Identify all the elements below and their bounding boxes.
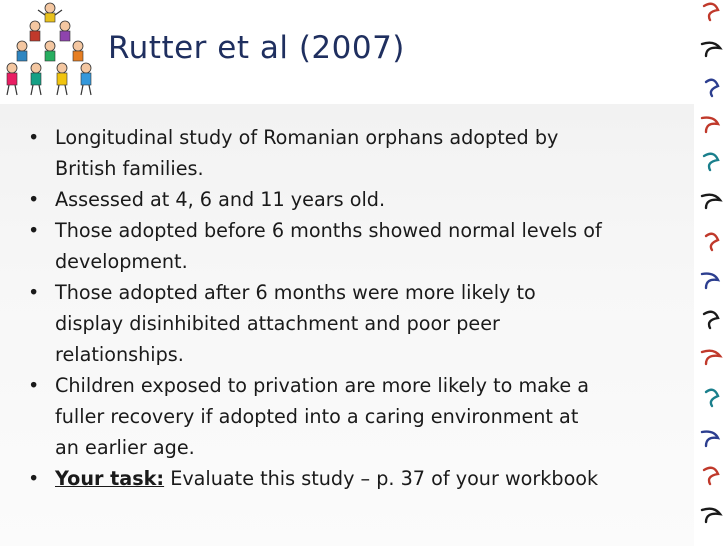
slide-title: Rutter et al (2007) (108, 30, 405, 66)
decorative-squiggle-border-icon (694, 0, 728, 546)
bullet-item (28, 215, 698, 277)
bullet-symbol: • (28, 467, 40, 490)
bullet-symbol: • (28, 219, 40, 242)
task-line (55, 463, 698, 494)
bullet-symbol: • (28, 374, 40, 397)
bullet-line: British families. (55, 157, 204, 180)
bullet-line: Assessed at 4, 6 and 11 years old. (55, 188, 386, 211)
task-text: Evaluate this study – p. 37 of your workbook (164, 467, 599, 490)
task-bullet-item (28, 463, 698, 494)
bullet-item (28, 122, 698, 184)
bullet-symbol: • (28, 126, 40, 149)
bullet-line: relationships. (55, 343, 184, 366)
bullet-item (28, 370, 698, 463)
bullet-line: fuller recovery if adopted into a caring environment at (55, 405, 579, 428)
bullet-item (28, 184, 698, 215)
bullet-symbol: • (28, 188, 40, 211)
bullet-line: Those adopted before 6 months showed normal levels of (55, 219, 602, 242)
bullet-line: display disinhibited attachment and poor peer (55, 312, 500, 335)
bullet-symbol: • (28, 281, 40, 304)
bullet-line: Those adopted after 6 months were more likely to (55, 281, 536, 304)
bullet-line: development. (55, 250, 188, 273)
children-pyramid-logo-icon (0, 0, 100, 104)
task-label: Your task: (55, 467, 165, 490)
bullet-line: an earlier age. (55, 436, 195, 459)
bullet-line: Children exposed to privation are more likely to make a (55, 374, 589, 397)
bullet-line: Longitudinal study of Romanian orphans adopted by (55, 126, 559, 149)
bullet-list (28, 122, 698, 494)
bullet-item (28, 277, 698, 370)
